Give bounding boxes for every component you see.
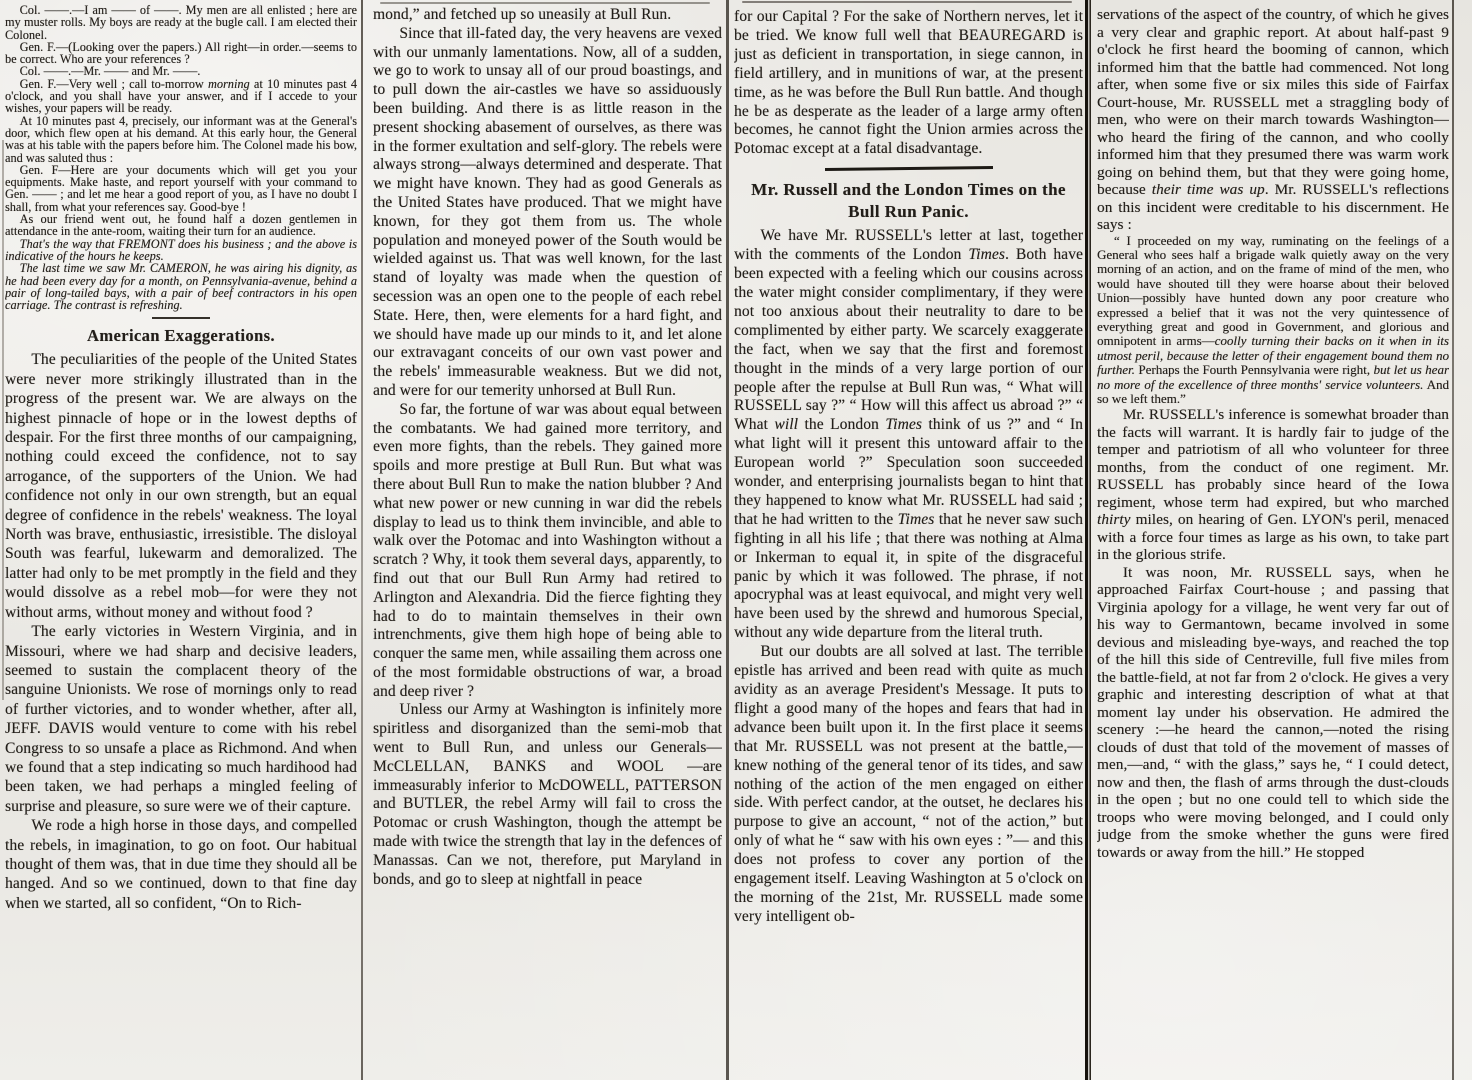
article-paragraph: Mr. RUSSELL's inference is somewhat broader than the facts will warrant. It is hardly fair to judge of the temper and patriotism of all who volunteer for three months, from the conduct of one regiment. Mr. RUSSELL has probably since heard of the Iowa regiment, whose term had expired, but who marched thirty miles, on hearing of Gen. LYON's peril, menaced with a force four times as large as his own, to take part in the glorious strife. <box>1097 406 1449 564</box>
article-paragraph: Unless our Army at Washington is infinitely more spiritless and disorganized than the semi-mob that went to Bull Run, and unless our Generals—McCLELLAN, BANKS and WOOL —are immeasurably inferior to McDOWELL, PATTERSON and BUTLER, the rebel Army will fail to cross the Potomac or crush Washington, though the attempt be made with twice the strength that lay in the defences of Manassas. Can we not, therefore, put Maryland in bonds, and go to sleep at nightfall in peace <box>373 701 722 888</box>
article-paragraph: The peculiarities of the people of the United States were never more strikingly illustrated than in the progress of the present war. We are always on the highest pinnacle of hope or in the lowest depths of despair. For the first three months of our campaigning, nothing could exceed the confidence, not to say arrogance, of the supporters of the Union. We had confidence not only in our own strength, but an equal degree of confidence in the rebels' weakness. The loyal North was brave, enthusiastic, irresistible. The disloyal South was fearful, lukewarm and demoralized. The latter had only to be met promptly in the field and they would dissolve as a rebel mob—for were they not without arms, without money and without food ? <box>5 351 357 621</box>
column-rule-2 <box>726 0 729 1080</box>
article-paragraph: We have Mr. RUSSELL's letter at last, together with the comments of the London Times. Both have been expected with a feeling which our cousins across the water might consider complimentary, if they were not too anxious about their neutrality to dare to be complimented by either party. We scarcely exaggerate the fact, when we say that the first and foremost thought in the minds of a very large portion of our people after the repulse at Bull Run was, “ What will RUSSELL say ?” “ How will this affect us abroad ?” “ What will the London Times think of us ?” and “ In what light will it present this untoward affair to the European world ?” Speculation soon succeeded wonder, and enterprising journalists began to hint that they happened to know what Mr. RUSSELL had said ; that he had written to the Times that he never saw such fighting in all his life ; that there was nothing at Alma or Inkerman to equal it, in spite of the disgraceful panic by which it was followed. The phrase, if not apocryphal was at least equivocal, and might very well have been used by the shrewd and humorous Special, without any wide departure from the literal truth. <box>734 227 1083 642</box>
article-paragraph-continued: for our Capital ? For the sake of Northern nerves, let it be tried. We know full well that BEAUREGARD is just as deficient in transportation, in siege cannon, in field artillery, and in munitions of war, at the present time, as he was before the Bull Run battle. And though he be as desperate as the leader of a large army often becomes, he cannot fight the Union armies across the Potomac except at a fatal disadvantage. <box>734 8 1083 158</box>
section-divider-rule <box>824 166 992 171</box>
article-paragraph-small: Gen. F.—Very well ; call to-morrow morning at 10 minutes past 4 o'clock, and you shall have your answer, and if I accede to your wishes, your papers will be ready. <box>5 76 357 116</box>
article-paragraph-small: Gen. F—Here are your documents which will get you your equipments. Make haste, and report yourself with your command to Gen. —— ; and let me hear a good report of you, as I have no doubt I shall, from what your references say. Good-bye ! <box>5 162 357 214</box>
article-paragraph-continued: mond,” and fetched up so uneasily at Bull Run. <box>373 6 672 23</box>
article-paragraph: The early victories in Western Virginia, and in Missouri, where we had sharp and decisive leaders, seemed to sustain the complacent theory of the sanguine Unionists. We rose of mornings only to read of further victories, and to wonder whether, after all, JEFF. DAVIS would venture to come with his rebel Congress to so unsafe a place as Richmond. And when we found that a step indicating so much hardihood had been taken, we had perhaps a mingled feeling of surprise and pleasure, so sure were we of their capture. <box>5 623 357 815</box>
article-paragraph: It was noon, Mr. RUSSELL says, when he approached Fairfax Court-house ; and passing that Virginia apology for a village, he went very far out of his way to Germantown, became involved in some devious and misleading bye-ways, and reached the top of the hill this side of Centreville, full five miles from the battle-field, at not far from 2 o'clock. He gives a very graphic and interesting description of what at that moment lay under his observation. He admired the scenery :—he heard the cannon,—noted the rising clouds of dust that told of the movement of masses of men,—and, “ with the glass,” says he, “ I could detect, now and then, the flash of arms through the dust-clouds in the open ; but no one could tell to which side the troops who were moving belonged, and I could only judge from the smoke whether the guns were fired towards or away from the hill.” He stopped <box>1097 563 1449 861</box>
newspaper-column-2 <box>373 6 722 1080</box>
newspaper-column-3 <box>734 8 1083 1080</box>
scan-artifact-line <box>742 1 1072 3</box>
article-paragraph-small: The last time we saw Mr. CAMERON, he was airing his dignity, as he had been every day for a month, on Pennsylvania-avenue, behind a pair of long-tailed bays, with a pair of beef contractors in his open carriage. The contrast is refreshing. <box>5 261 357 313</box>
article-paragraph: But our doubts are all solved at last. The terrible epistle has arrived and been read with quite as much avidity as an average President's Message. It puts to flight a good many of the hopes and fears that had in advance been built upon it. In the first place it seems that Mr. RUSSELL was not present at the battle,—knew nothing of the general tenor of its tides, and saw nothing of the action of the men engaged on either side. With perfect candor, at the outset, he declares his purpose to give an account, “ not of the action,” but only of what he “ saw with his own eyes : ”— and this does not profess to cover any portion of the engagement itself. Leaving Washington at 5 o'clock on the morning of the 21st, Mr. RUSSELL made some very intelligent ob- <box>734 643 1083 925</box>
article-paragraph-small: As our friend went out, he found half a dozen gentlemen in attendance in the ante-room, waiting their turn for an audience. <box>5 212 357 239</box>
article-paragraph-small: That's the way that FREMONT does his business ; and the above is indicative of the hours he keeps. <box>5 236 357 263</box>
right-edge-rule <box>1452 0 1454 1080</box>
article-paragraph-small: Col. ——.—Mr. —— and Mr. ——. <box>19 64 201 79</box>
column-rule-3 <box>1085 0 1092 1080</box>
article-paragraph: Since that ill-fated day, the very heavens are vexed with our unmanly lamentations. Now, all of a sudden, we go to work to unsay all of our proud boastings, and to pull down the air-castles we have so assiduously been building. And there is as little reason in the present shocking abasement of ourselves, as there was in the former exultation and self-glory. The rebels were always strong—always determined and desperate. That we might have known. They had as good Generals as the United States have produced. That we might have known, for they got them from us. The whole population and moneyed power of the South would be wielded against us. That was well known, for the last stand of loyalty was made when the question of secession was an open one to the people of each rebel State. Here, then, were elements for a hard fight, and we should have made up our minds to it, and let alone our extravagant conceits of our own vast power and the rebels' immeasurable weakness. But we did not, and were for our temerity unhorsed at Bull Run. <box>373 24 722 399</box>
newspaper-column-4 <box>1097 6 1449 1080</box>
article-paragraph: So far, the fortune of war was about equal between the combatants. We had gained more territory, and even more fights, than the rebels. They gained more spoils and more prestige at Bull Run. But what was there about Bull Run to make the nation blubber ? And what new power or new cunning in war did the rebels display to lead us to think them invincible, and able to walk over the Potomac and into Washington without a scratch ? Why, it took them several days, apparently, to find out that our Bull Run Army had retired to Arlington and Alexandria. Did the fierce fighting they had to do to maintain themselves in their own intrenchments, give them high hope of being able to conquer the same men, while assailing them across one of the most formidable obstructions of war, a broad and deep river ? <box>373 400 722 700</box>
article-paragraph-small: At 10 minutes past 4, precisely, our informant was at the General's door, which flew open at his demand. At this early hour, the General was at his table with the papers before him. The Colonel made his bow, and was saluted thus : <box>5 113 357 165</box>
left-edge-rule <box>2 140 4 700</box>
scan-artifact-line <box>380 2 710 4</box>
newspaper-column-1 <box>5 4 357 1080</box>
article-blockquote: “ I proceeded on my way, ruminating on the feelings of a General who sees half a brigade walk quietly away on the very morning of an action, and on the frame of mind of the men, who would have shouted till they were hoarse about their beloved Union—possibly have hunted down any poor creature who expressed a belief that it was not the very quintessence of everything great and good in Government, and glorious and omnipotent in arms—coolly turning their backs on it when in its utmost peril, because the letter of their engagement bound them no further. Perhaps the Fourth Pennsylvania were right, but let us hear no more of the excellence of three months' service volunteers. And so we left them.” <box>1097 232 1449 406</box>
column-rule-1 <box>361 0 363 1080</box>
article-paragraph: We rode a high horse in those days, and compelled the rebels, in imagination, to go on foot. Our habitual thought of them was, that in due time they should all be hanged. And so we continued, down to that fine day when we started, all so confident, “On to Rich- <box>5 817 357 912</box>
article-paragraph-small: Gen. F.—(Looking over the papers.) All right—in order.—seems to be correct. Who are your references ? <box>5 39 357 67</box>
section-divider-rule <box>152 317 210 319</box>
article-paragraph-small: Col. ——.—I am —— of ——. My men are all enlisted ; here are my muster rolls. My boys are ready at the bugle call. I am elected their Colonel. <box>5 4 357 42</box>
article-heading: Mr. Russell and the London Times on the Bull Run Panic. <box>751 180 1066 221</box>
article-paragraph-continued: servations of the aspect of the country, of which he gives a very clear and graphic report. At about half-past 9 o'clock he first heard the booming of cannon, which informed him that the battle had commenced. Not long after, when some five or six miles this side of Fairfax Court-house, Mr. RUSSELL met a straggling body of men, who were on their march towards Washington—who heard the firing of the cannon, and who coolly informed him that they presumed there was warm work going on behind them, but that they were going home, because their time was up. Mr. RUSSELL's reflections on this incident were creditable to his discernment. He says : <box>1097 6 1449 233</box>
article-heading: American Exaggerations. <box>87 326 275 346</box>
